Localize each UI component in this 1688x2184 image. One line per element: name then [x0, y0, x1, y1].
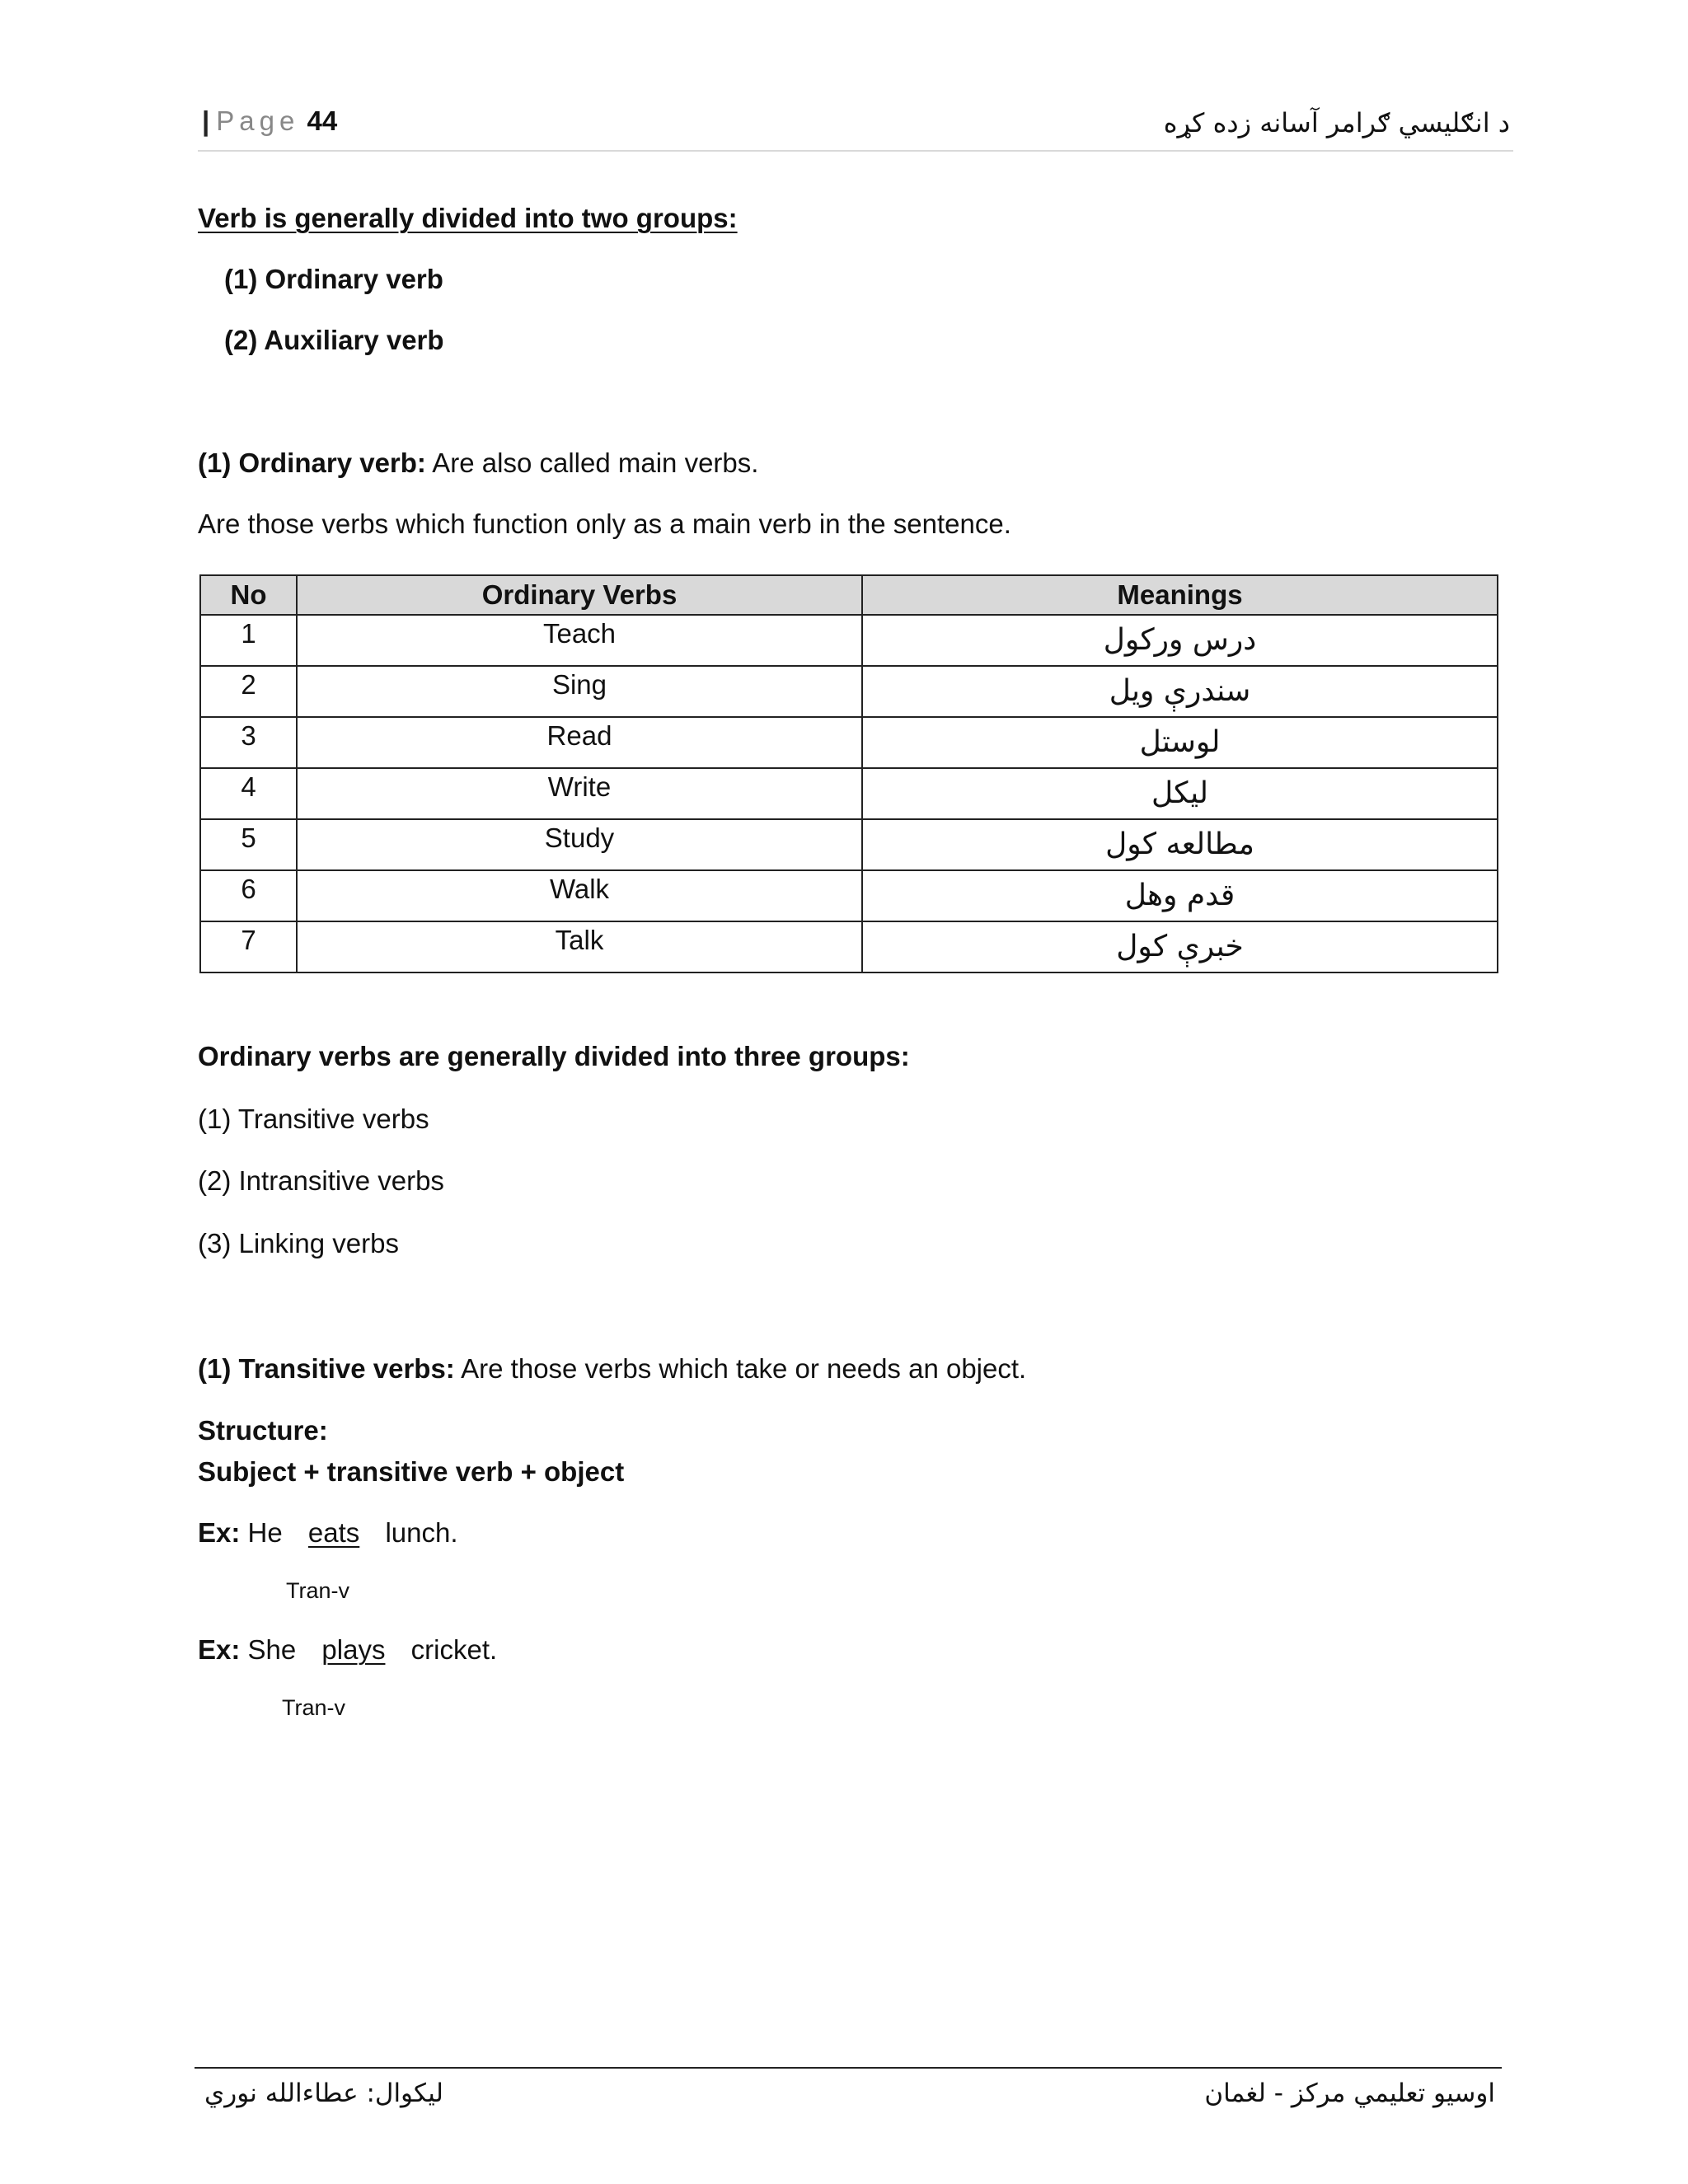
example-2: [198, 1633, 497, 1666]
row-no: 2: [200, 666, 297, 717]
example-subject: He: [247, 1517, 283, 1548]
row-verb: Sing: [297, 666, 862, 717]
transitive-definition-text: Are those verbs which take or needs an object.: [454, 1353, 1027, 1384]
row-meaning: سندرې ويل: [862, 666, 1498, 717]
table-row: [200, 615, 1498, 666]
ordinary-verb-definition: [198, 447, 758, 480]
example-2-tag: Tran-v: [282, 1695, 346, 1720]
ordinary-verb-description: Are those verbs which function only as a main verb in the sentence.: [198, 509, 1011, 539]
ordinary-group-item-3: (3) Linking verbs: [198, 1228, 399, 1258]
row-no: 6: [200, 870, 297, 921]
page-word: Page: [216, 105, 300, 136]
ordinary-groups-heading: Ordinary verbs are generally divided into three groups:: [198, 1041, 910, 1071]
row-verb: Talk: [297, 921, 862, 972]
ordinary-group-item-2: (2) Intransitive verbs: [198, 1165, 444, 1196]
ordinary-verb-label: (1) Ordinary verb:: [198, 448, 426, 478]
page-number-label: [202, 105, 337, 137]
verb-group-item-2: (2) Auxiliary verb: [224, 325, 444, 355]
structure-formula: Subject + transitive verb + object: [198, 1456, 625, 1487]
row-no: 1: [200, 615, 297, 666]
row-verb: Write: [297, 768, 862, 819]
row-verb: Study: [297, 819, 862, 870]
ordinary-verb-definition-text: Are also called main verbs.: [425, 448, 759, 478]
row-no: 5: [200, 819, 297, 870]
table-row: [200, 819, 1498, 870]
row-meaning: مطالعه کول: [862, 819, 1498, 870]
example-object: cricket.: [410, 1634, 498, 1665]
table-row: [200, 717, 1498, 768]
row-verb: Read: [297, 717, 862, 768]
example-label: Ex:: [198, 1634, 241, 1665]
ordinary-group-item-1: (1) Transitive verbs: [198, 1104, 429, 1134]
header-no: No: [200, 575, 297, 615]
example-1: [198, 1516, 458, 1549]
header-ordinary-verbs: Ordinary Verbs: [297, 575, 862, 615]
row-verb: Walk: [297, 870, 862, 921]
verb-group-item-1: (1) Ordinary verb: [224, 264, 443, 294]
table-row: [200, 666, 1498, 717]
row-no: 7: [200, 921, 297, 972]
table-row: [200, 921, 1498, 972]
header-separator: |: [202, 105, 210, 136]
structure-label: Structure:: [198, 1415, 328, 1446]
footer-divider: [195, 2067, 1502, 2069]
row-verb: Teach: [297, 615, 862, 666]
header-title: د انګليسي ګرامر آسانه زده کړه: [1163, 107, 1510, 138]
row-meaning: قدم وهل: [862, 870, 1498, 921]
row-meaning: درس ورکول: [862, 615, 1498, 666]
ordinary-verbs-table: [199, 574, 1498, 973]
table-row: [200, 870, 1498, 921]
footer-author: ليکوال: عطاءالله نوري: [204, 2079, 443, 2108]
page-number: 44: [307, 105, 338, 136]
example-verb: eats: [307, 1517, 360, 1548]
example-label: Ex:: [198, 1517, 241, 1548]
example-object: lunch.: [385, 1517, 458, 1548]
transitive-label: (1) Transitive verbs:: [198, 1353, 455, 1384]
table-header-row: [200, 575, 1498, 615]
row-meaning: لوستل: [862, 717, 1498, 768]
row-no: 4: [200, 768, 297, 819]
row-meaning: ليکل: [862, 768, 1498, 819]
verb-groups-heading: Verb is generally divided into two groups:: [198, 203, 738, 233]
header-divider: [198, 150, 1513, 152]
row-meaning: خبرې کول: [862, 921, 1498, 972]
table-row: [200, 768, 1498, 819]
row-no: 3: [200, 717, 297, 768]
transitive-definition: [198, 1352, 1026, 1385]
header-meanings: Meanings: [862, 575, 1498, 615]
example-verb: plays: [321, 1634, 386, 1665]
example-1-tag: Tran-v: [286, 1578, 350, 1603]
example-subject: She: [247, 1634, 297, 1665]
footer-institution: اوسيو تعليمي مرکز - لغمان: [1204, 2079, 1495, 2108]
